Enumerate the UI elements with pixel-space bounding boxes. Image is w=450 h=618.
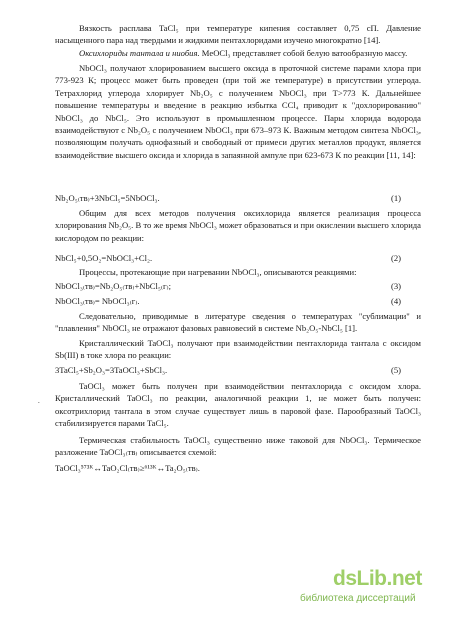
stray-dot: .	[38, 397, 40, 405]
equation-6	[55, 462, 421, 474]
paragraph-viscosity: Вязкость расплава TaCl₅ при температуре кипения составляет 0,75 сП. Давление насыщенного пара над твердыми и жидкими пентахлоридами изучено многократно [14].	[55, 23, 421, 46]
paragraph-nbocl3-preparation: NbOCl₃ получают хлорированием высшего оксида в проточной системе парами хлора при 773-923 К; процесс может быть проведен (при той же температуре) в присутствии углерода. Тетрахлорид углерода хлорирует Nb₂O₅ с получением NbOCl₃ при T>773 К. Дальнейшее повышение температуры и введение в реакцию избытка CCl₄ приводит к "дохлорированию" NbOCl₃ до NbCl₅. Это используют в промышленном процессе. Пары хлорида водорода взаимодействуют с Nb₂O₅ с получением NbOCl₃ при 673–973 К. Важным методом синтеза NbOCl₃, позволяющим получать однофазный и свободный от примеси других металлов продукт, является взаимодействие высшего оксида и хлорида в запаянной ампуле при 623-673 К по реакции [11, 14]:	[55, 63, 421, 160]
paragraph-crystalline-taocl3: Кристаллический TaOCl₃ получают при взаимодействии пентахлорида тантала с оксидом Sb(III) в токе хлора по реакции:	[55, 338, 421, 361]
equation-4	[55, 295, 421, 307]
equation-3	[55, 280, 421, 292]
equation-4-number: (4)	[390, 296, 401, 306]
watermark-subtitle: библиотека диссертаций	[300, 593, 416, 604]
equation-2-number: (2)	[390, 253, 401, 263]
equation-2	[55, 252, 421, 264]
equation-6-text: TaOCl₃⁵⁷³ᴷ↔TaO₂Cl₍тв₎≥⁶¹³ᴷ↔Ta₂O₅₍тв₎.	[55, 463, 200, 473]
paragraph-consequently: Следовательно, приводимые в литературе сведения о температурах "сублимации" и "плавления" NbOCl₃ не отражают фазовых равновесий в системе Nb₂O₅-NbCl₅ [1].	[55, 311, 421, 334]
watermark-logo: dsLib.net	[333, 567, 422, 590]
paragraph-heating-processes: Процессы, протекающие при нагревании NbOCl₃, описываются реакциями:	[79, 267, 357, 277]
equation-2-text: NbCl₅+0,5O₂=NbOCl₃+Cl₂.	[55, 253, 153, 263]
equation-5	[55, 364, 421, 376]
equation-1-number: (1)	[390, 193, 401, 203]
paragraph-thermal-stability: Термическая стабильность TaOCl₃ существенно ниже таковой для NbOCl₃. Термическое разложение TaOCl₃₍тв₎ описывается схемой:	[55, 435, 421, 458]
equation-1	[55, 192, 421, 204]
equation-1-text: Nb₂O₅₍тв₎+3NbCl₅=5NbOCl₃.	[55, 193, 160, 203]
paragraph-oxychlorides-title	[55, 47, 421, 59]
equation-3-text: NbOCl₃₍тв₎=Nb₂O₅₍тв₎+NbCl₅₍г₎;	[55, 281, 172, 291]
equation-5-number: (5)	[390, 365, 401, 375]
equation-3-number: (3)	[390, 281, 401, 291]
equation-5-text: 3TaCl₅+Sb₂O₃=3TaOCl₃+SbCl₃.	[55, 365, 168, 375]
section-title: Оксихлориды тантала и ниобия.	[79, 48, 200, 58]
equation-4-text: NbOCl₃₍тв₎= NbOCl₃₍г₎.	[55, 296, 140, 306]
paragraph-common-methods: Общим для всех методов получения оксихлорида является реализация процесса хлорирования Nb₂O₅. В то же время NbOCl₃ может образоваться и при окислении высшего хлорида кислородом по реакции:	[55, 208, 421, 243]
section-title-rest: MeOCl₃ представляет собой белую ватообразную массу.	[199, 48, 408, 58]
paragraph-taocl3-obtained: TaOCl₃ может быть получен при взаимодействии пентахлорида с оксидом хлора. Кристаллический TaOCl₃ по реакции, аналогичной реакции 1, не может быть получен: оксотрихлорид тантала в этом случае существует лишь в паровой фазе. Парообразный TaOCl₃ стабилизируется парами TaCl₅.	[55, 381, 421, 429]
